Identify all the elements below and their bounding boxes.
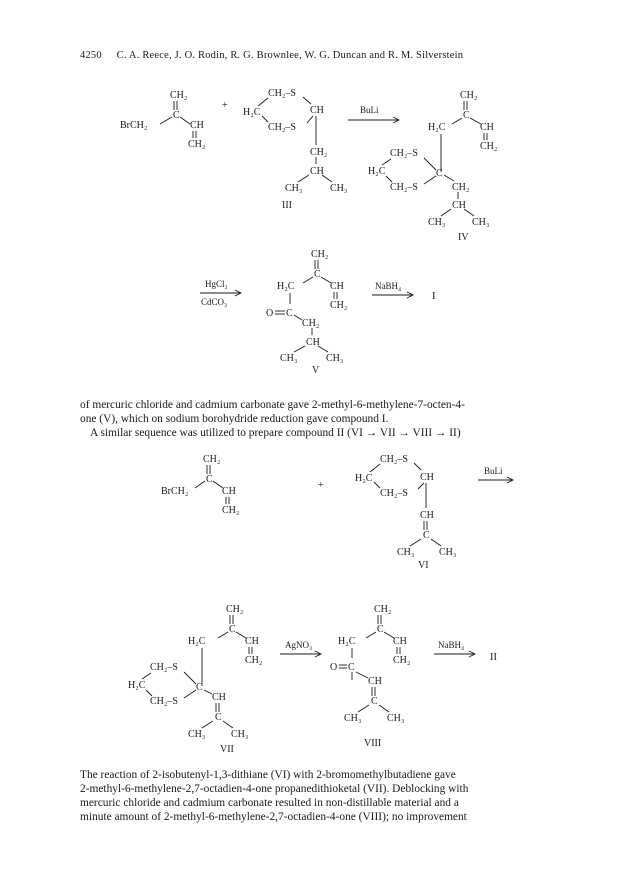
- svg-text:C: C: [423, 530, 430, 541]
- svg-text:C: C: [286, 308, 293, 319]
- svg-text:CH₃: CH₃: [326, 353, 344, 364]
- page-number: 4250: [80, 50, 102, 61]
- svg-text:H₂C: H₂C: [243, 107, 261, 118]
- bromomethylbutadiene-structure: [161, 454, 239, 516]
- compound-V-structure: [266, 249, 347, 364]
- text-line: minute amount of 2-methyl-6-methylene-2,7-octadien-4-one (VIII); no improvement: [80, 811, 467, 823]
- svg-text:CH₂: CH₂: [245, 655, 263, 666]
- reagent-nabh4: NaBH₄: [438, 640, 465, 650]
- text-line: The reaction of 2-isobutenyl-1,3-dithiane (VI) with 2-bromomethylbutadiene gave: [80, 769, 456, 781]
- scheme-1-alkylation: [0, 75, 624, 245]
- svg-text:CH: CH: [306, 337, 320, 348]
- svg-text:CH: CH: [368, 676, 382, 687]
- compound-IV-label: IV: [458, 232, 469, 243]
- reagent-hgcl2: HgCl₂: [205, 279, 228, 289]
- svg-text:CH₂–S: CH₂–S: [268, 122, 296, 133]
- svg-text:CH: CH: [190, 120, 204, 131]
- reagent-cdco3: CdCO₃: [201, 297, 228, 307]
- svg-text:CH₂: CH₂: [480, 141, 498, 152]
- text-line: A similar sequence was utilized to prepare compound II (VI → VII → VIII → II): [90, 427, 461, 439]
- svg-text:CH₃: CH₃: [387, 713, 405, 724]
- svg-text:CH₂: CH₂: [310, 147, 328, 158]
- svg-text:BrCH₂: BrCH₂: [161, 486, 189, 497]
- reagent-agno3: AgNO₃: [285, 640, 313, 650]
- reagent-buli: BuLi: [360, 105, 379, 115]
- svg-text:C: C: [206, 474, 213, 485]
- svg-text:CH₂–S: CH₂–S: [150, 662, 178, 673]
- reaction-arrow: [200, 290, 241, 296]
- svg-text:H₂C: H₂C: [128, 680, 146, 691]
- svg-text:CH₂–S: CH₂–S: [380, 488, 408, 499]
- compound-VII-structure: [128, 604, 262, 740]
- svg-text:CH: CH: [310, 166, 324, 177]
- plus-sign: +: [222, 100, 228, 111]
- svg-text:CH: CH: [420, 472, 434, 483]
- svg-text:CH₂: CH₂: [222, 505, 240, 516]
- scheme-2-deprotection: [0, 245, 624, 375]
- compound-VII-label: VII: [220, 744, 234, 755]
- body-paragraph-1: [80, 398, 550, 440]
- compound-VIII-label: VIII: [364, 738, 382, 749]
- svg-text:CH₂–S: CH₂–S: [380, 454, 408, 465]
- bromomethylbutadiene-structure: [120, 90, 205, 150]
- svg-text:C: C: [436, 168, 443, 179]
- svg-text:CH₃: CH₃: [231, 729, 249, 740]
- svg-text:CH₃: CH₃: [280, 353, 298, 364]
- svg-text:C: C: [314, 269, 321, 280]
- svg-text:CH₂: CH₂: [452, 182, 470, 193]
- svg-text:H₂C: H₂C: [277, 281, 295, 292]
- product-I: I: [432, 291, 436, 302]
- running-header: [80, 50, 463, 61]
- svg-text:CH₂: CH₂: [170, 90, 188, 101]
- svg-text:CH₃: CH₃: [188, 729, 206, 740]
- reaction-arrow: [372, 292, 413, 298]
- svg-text:C: C: [371, 696, 378, 707]
- svg-text:CH: CH: [480, 122, 494, 133]
- svg-text:C: C: [196, 682, 203, 693]
- svg-text:CH₂–S: CH₂–S: [150, 696, 178, 707]
- svg-text:CH₂: CH₂: [311, 249, 329, 260]
- svg-text:C: C: [215, 712, 222, 723]
- svg-text:CH: CH: [212, 692, 226, 703]
- compound-VIII-structure: [330, 604, 410, 724]
- svg-text:CH: CH: [420, 510, 434, 521]
- svg-text:CH₃: CH₃: [428, 217, 446, 228]
- svg-text:CH₂–S: CH₂–S: [390, 182, 418, 193]
- svg-text:C: C: [377, 624, 384, 635]
- svg-text:CH₃: CH₃: [285, 183, 303, 194]
- svg-text:CH₃: CH₃: [330, 183, 348, 194]
- compound-III-label: III: [282, 200, 292, 211]
- svg-text:C: C: [348, 662, 355, 673]
- svg-text:CH₂: CH₂: [188, 139, 206, 150]
- reaction-arrow: [434, 651, 475, 657]
- text-line: 2-methyl-6-methylene-2,7-octadien-4-one propanedithioketal (VII). Deblocking with: [80, 783, 469, 795]
- svg-text:O: O: [330, 662, 338, 673]
- svg-text:CH₂: CH₂: [460, 90, 478, 101]
- compound-III-structure: [243, 88, 347, 194]
- svg-text:CH: CH: [222, 486, 236, 497]
- svg-text:CH₃: CH₃: [344, 713, 362, 724]
- scheme-3-alkylation: [0, 450, 624, 590]
- svg-text:CH₂: CH₂: [330, 300, 348, 311]
- svg-text:CH₂: CH₂: [226, 604, 244, 615]
- svg-text:CH₂: CH₂: [203, 454, 221, 465]
- reaction-arrow: [478, 477, 513, 483]
- svg-text:CH₃: CH₃: [397, 547, 415, 558]
- text-line: of mercuric chloride and cadmium carbonate gave 2-methyl-6-methylene-7-octen-4-: [80, 399, 465, 411]
- author-line: C. A. Reece, J. O. Rodin, R. G. Brownlee, W. G. Duncan and R. M. Silverstein: [116, 50, 464, 61]
- svg-text:CH₂–S: CH₂–S: [390, 148, 418, 159]
- svg-text:CH₃: CH₃: [472, 217, 490, 228]
- svg-text:CH₂: CH₂: [393, 655, 411, 666]
- svg-text:H₂C: H₂C: [368, 166, 386, 177]
- svg-text:O: O: [266, 308, 274, 319]
- text-line: mercuric chloride and cadmium carbonate resulted in non-distillable material and a: [80, 797, 459, 809]
- compound-V-label: V: [312, 365, 320, 376]
- text-line: one (V), which on sodium borohydride reduction gave compound I.: [80, 413, 389, 425]
- reaction-arrow: [348, 117, 399, 123]
- svg-text:CH₂: CH₂: [302, 318, 320, 329]
- svg-text:CH: CH: [330, 281, 344, 292]
- svg-text:C: C: [463, 110, 470, 121]
- svg-text:CH₂–S: CH₂–S: [268, 88, 296, 99]
- svg-text:H₂C: H₂C: [338, 636, 356, 647]
- svg-text:CH: CH: [245, 636, 259, 647]
- svg-text:H₂C: H₂C: [428, 122, 446, 133]
- compound-VI-structure: [355, 454, 456, 558]
- product-II: II: [490, 652, 497, 663]
- body-paragraph-2: [80, 768, 550, 824]
- svg-text:CH: CH: [393, 636, 407, 647]
- reaction-arrow: [280, 651, 321, 657]
- svg-text:CH: CH: [310, 105, 324, 116]
- svg-text:CH₃: CH₃: [439, 547, 457, 558]
- plus-sign: +: [318, 480, 324, 491]
- svg-text:CH: CH: [452, 200, 466, 211]
- svg-text:CH₂: CH₂: [374, 604, 392, 615]
- svg-text:C: C: [229, 624, 236, 635]
- reagent-buli: BuLi: [484, 466, 503, 476]
- svg-text:BrCH₂: BrCH₂: [120, 120, 148, 131]
- scheme-4-deprotection: [0, 590, 624, 760]
- reagent-nabh4: NaBH₄: [375, 281, 402, 291]
- svg-text:H₂C: H₂C: [188, 636, 206, 647]
- compound-IV-structure: [368, 90, 497, 228]
- compound-VI-label: VI: [418, 560, 429, 571]
- svg-text:C: C: [173, 110, 180, 121]
- svg-text:H₂C: H₂C: [355, 473, 373, 484]
